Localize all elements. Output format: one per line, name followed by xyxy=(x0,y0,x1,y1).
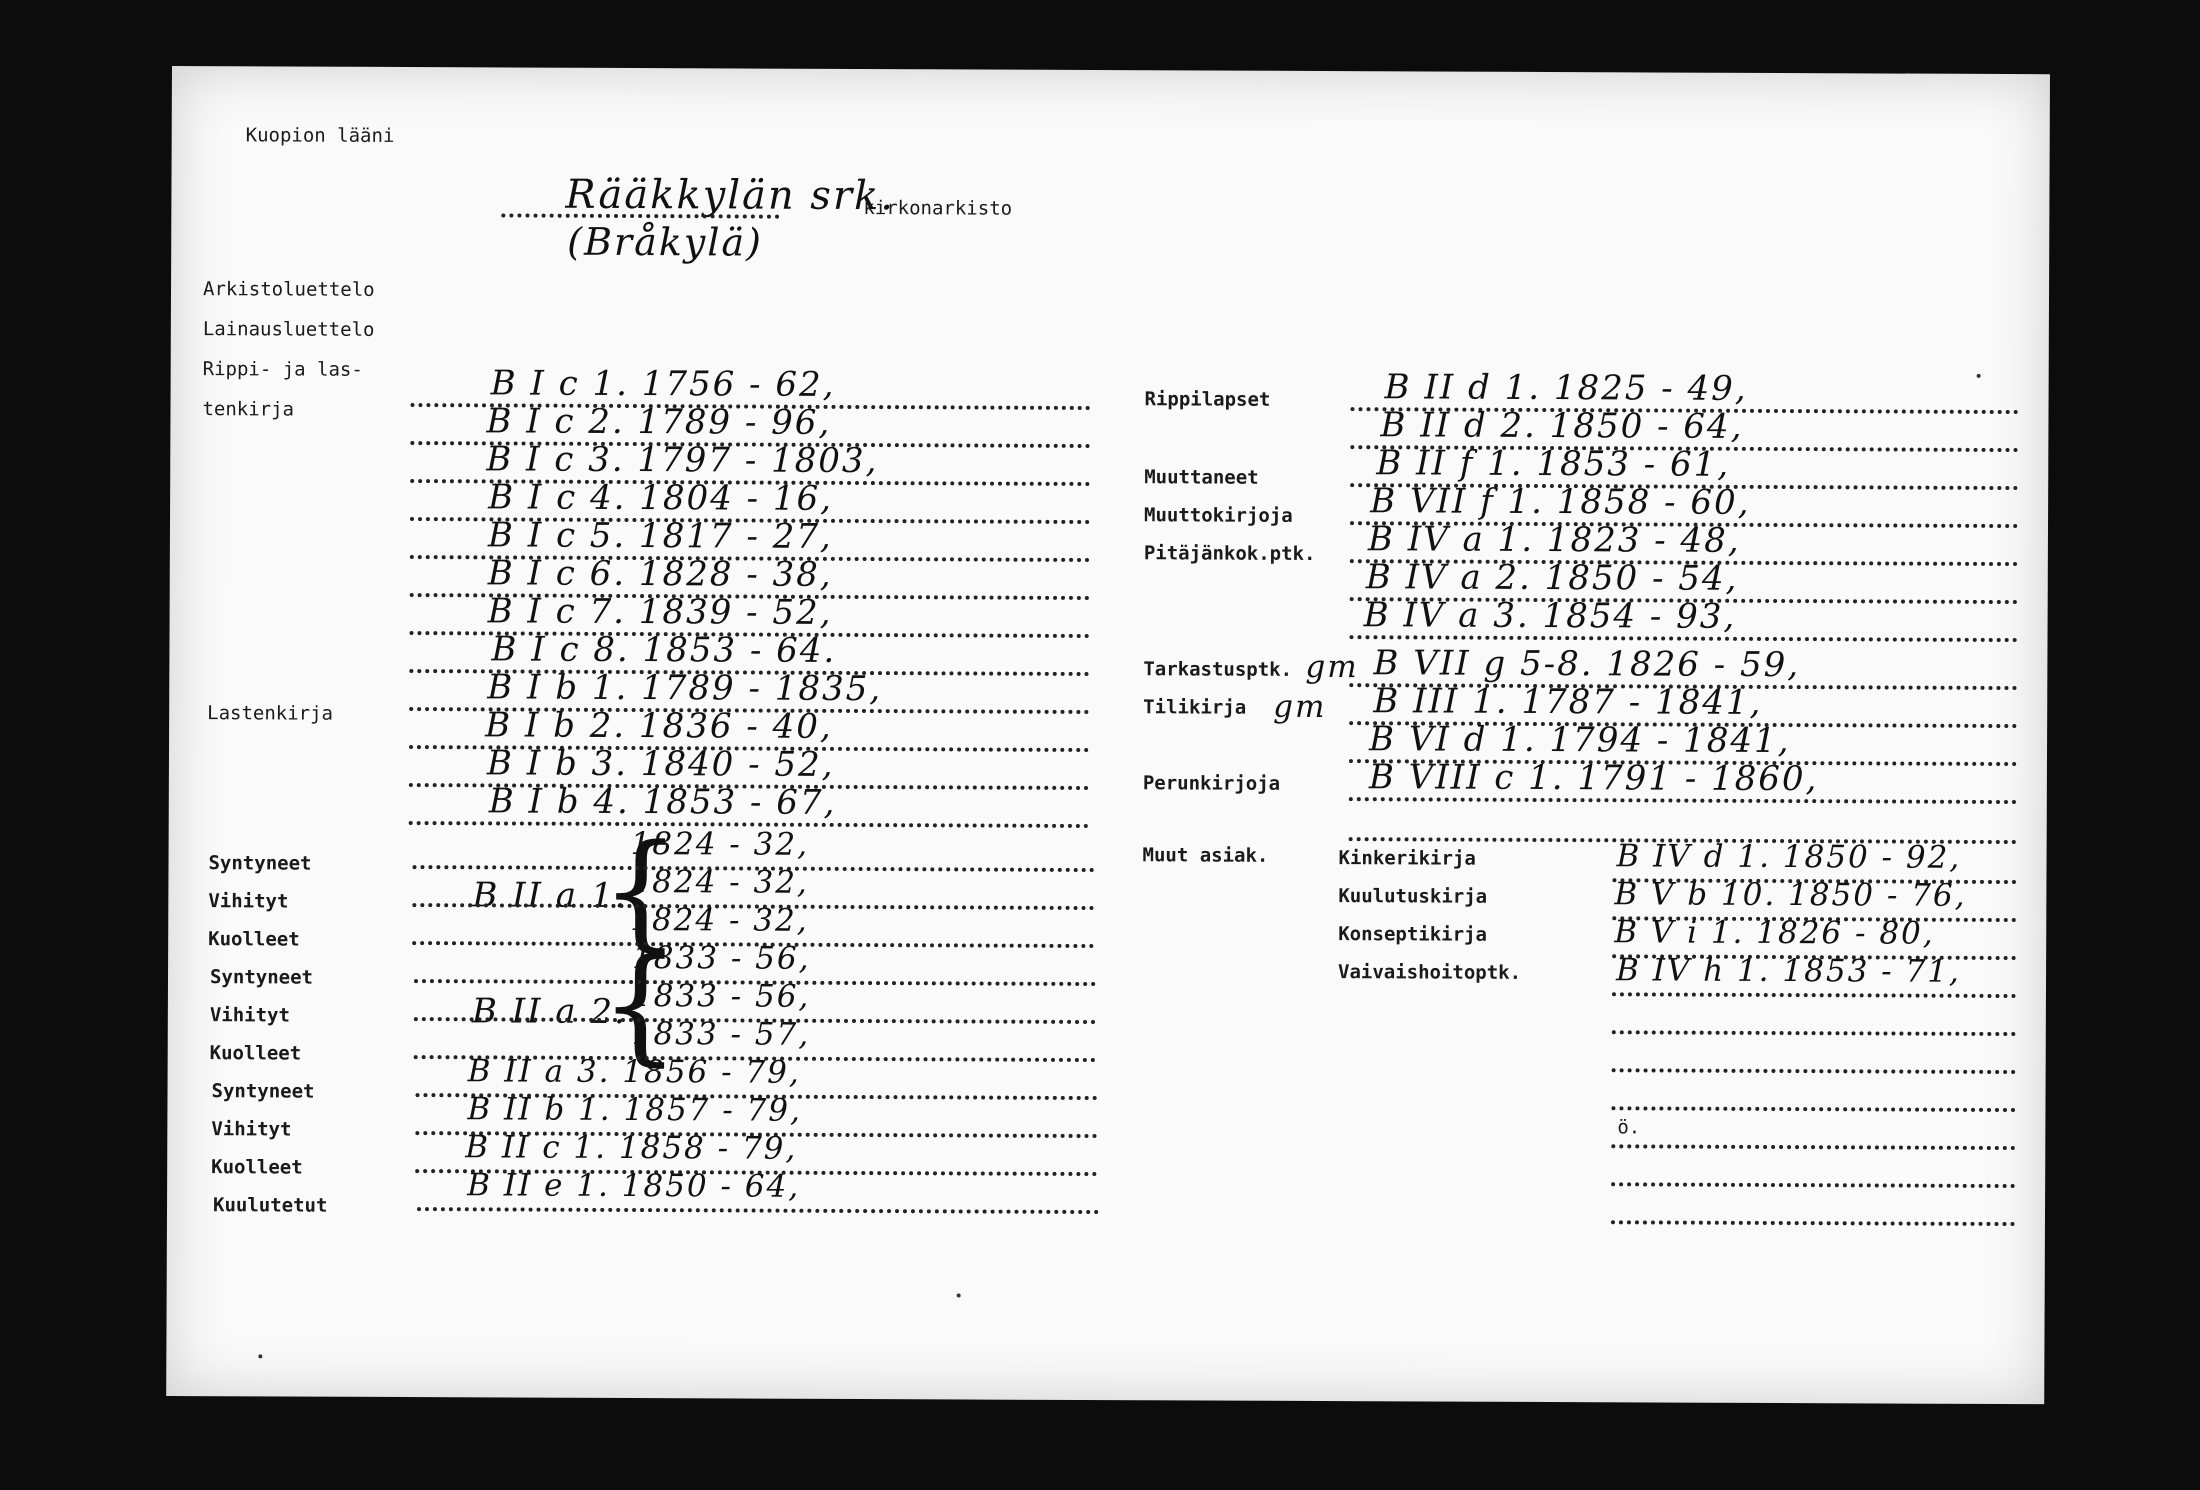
right-entry: B II d 2. 1850 - 64, xyxy=(1380,405,1744,447)
vital-group-1-year: 1824 - 32, xyxy=(630,902,809,939)
other-label: Kinkerikirja xyxy=(1338,847,1476,870)
vital-group-1-code: B II a 1. xyxy=(472,875,628,916)
vital-label: Kuulutetut xyxy=(212,1194,328,1217)
label-rippilapset: Rippilapset xyxy=(1144,388,1271,411)
entry-dotted-line xyxy=(1611,1106,2015,1112)
label-rippi-2: tenkirja xyxy=(202,398,295,421)
vital-single: B II b 1. 1857 - 79, xyxy=(467,1091,803,1129)
parish-dotted-line xyxy=(501,213,779,218)
other-entry: B V i 1. 1826 - 80, xyxy=(1614,914,1935,952)
parish-handwritten: Rääkkylän srk. xyxy=(565,171,896,220)
right-entry: B IV a 3. 1854 - 93, xyxy=(1363,595,1737,637)
label-muut-asiak: Muut asiak. xyxy=(1142,844,1269,867)
other-label: Konseptikirja xyxy=(1338,923,1487,946)
index-card xyxy=(166,66,2050,1404)
right-entry: B IV a 1. 1823 - 48, xyxy=(1367,519,1741,561)
right-entry: B IV a 2. 1850 - 54, xyxy=(1365,557,1739,599)
vital-label: Syntyneet xyxy=(209,966,314,989)
brace-icon: { xyxy=(599,930,681,1079)
right-entry: B II f 1. 1853 - 61, xyxy=(1376,443,1731,485)
right-entry: B II d 1. 1825 - 49, xyxy=(1384,367,1748,409)
label-pitajankok: Pitäjänkok.ptk. xyxy=(1143,542,1316,565)
right-entry: B III 1. 1787 - 1841, xyxy=(1373,681,1763,723)
label-lastenkirja: Lastenkirja xyxy=(207,702,334,725)
speck xyxy=(1977,374,1981,378)
vital-label: Kuolleet xyxy=(211,1156,303,1179)
left-entry: B I c 7. 1839 - 52, xyxy=(487,591,833,633)
left-entry: B I c 5. 1817 - 27, xyxy=(487,515,833,557)
vital-label: Vihityt xyxy=(208,890,289,913)
left-entry: B I c 6. 1828 - 38, xyxy=(487,553,833,595)
label-tarkastusptk: Tarkastusptk. xyxy=(1143,658,1293,681)
speck xyxy=(258,1354,262,1358)
vital-label: Vihityt xyxy=(211,1118,292,1141)
left-entry: B I b 2. 1836 - 40, xyxy=(485,705,833,747)
other-entry: B V b 10. 1850 - 76, xyxy=(1614,876,1967,914)
brace-icon: { xyxy=(600,816,681,965)
vital-single: B II c 1. 1858 - 79, xyxy=(465,1129,798,1167)
vital-label: Syntyneet xyxy=(211,1080,315,1103)
entry-dotted-line xyxy=(1350,635,2018,642)
other-label: Kuulutuskirja xyxy=(1338,885,1488,908)
speck xyxy=(957,1293,961,1297)
right-entry: B VII f 1. 1858 - 60, xyxy=(1370,481,1751,523)
left-entry: B I c 1. 1756 - 62, xyxy=(490,363,836,405)
entry-dotted-line xyxy=(1612,1030,2016,1036)
left-entry: B I c 8. 1853 - 64. xyxy=(491,629,837,671)
vital-single: B II e 1. 1850 - 64, xyxy=(467,1167,801,1205)
other-entry: B IV h 1. 1853 - 71, xyxy=(1615,952,1961,990)
other-entry: B IV d 1. 1850 - 92, xyxy=(1616,838,1962,876)
left-entry: B I c 4. 1804 - 16, xyxy=(488,477,834,519)
county-label: Kuopion lääni xyxy=(245,124,395,147)
right-entry: B VI d 1. 1794 - 1841, xyxy=(1368,719,1791,762)
left-entry: B I c 2. 1789 - 96, xyxy=(486,401,832,443)
label-lainausluettelo: Lainausluettelo xyxy=(202,318,375,341)
entry-dotted-line xyxy=(1612,1068,2016,1074)
entry-dotted-line xyxy=(1349,797,2017,804)
label-rippi-1: Rippi- ja las- xyxy=(202,358,363,381)
label-muuttokirjoja: Muuttokirjoja xyxy=(1144,504,1293,527)
vital-group-2-year: 1833 - 57, xyxy=(631,1016,811,1053)
left-entry: B I b 1. 1789 - 1835, xyxy=(487,667,883,710)
vital-label: Vihityt xyxy=(209,1004,290,1027)
other-label: Vaivaishoitoptk. xyxy=(1338,961,1522,984)
entry-dotted-line xyxy=(1611,1182,2015,1188)
gm-mark: gm xyxy=(1273,688,1327,726)
vital-group-2-year: 1833 - 56, xyxy=(632,940,811,977)
left-entry: B I b 3. 1840 - 52, xyxy=(486,743,835,785)
entry-dotted-line xyxy=(417,1207,1099,1214)
entry-dotted-line xyxy=(1611,1220,2015,1226)
parish-alt-handwritten: (Bråkylä) xyxy=(567,219,764,265)
stray-mark: ö. xyxy=(1617,1116,1641,1139)
vital-single: B II a 3. 1856 - 79, xyxy=(467,1053,801,1091)
left-entry: B I c 3. 1797 - 1803, xyxy=(486,439,879,482)
vital-group-1-year: 1824 - 32, xyxy=(630,826,810,863)
archive-suffix: kirkonarkisto xyxy=(863,197,1013,220)
entry-dotted-line xyxy=(1612,992,2016,998)
left-entry: B I b 4. 1853 - 67, xyxy=(488,781,837,823)
vital-label: Kuolleet xyxy=(209,1042,302,1065)
right-entry: B VII g 5-8. 1826 - 59, xyxy=(1373,643,1801,686)
vital-group-2-year: 1833 - 56, xyxy=(631,978,811,1015)
label-muuttaneet: Muuttaneet xyxy=(1144,466,1259,489)
right-entry: B VIII c 1. 1791 - 1860, xyxy=(1368,757,1819,800)
vital-group-2-code: B II a 2. xyxy=(471,991,627,1032)
vital-group-1-year: 1824 - 32, xyxy=(630,864,809,901)
label-arkistoluettelo: Arkistoluettelo xyxy=(202,278,375,301)
entry-dotted-line xyxy=(1611,1144,2015,1150)
label-perunkirjoja: Perunkirjoja xyxy=(1142,772,1281,795)
vital-label: Syntyneet xyxy=(208,852,312,875)
gm-mark: gm xyxy=(1305,648,1359,686)
vital-label: Kuolleet xyxy=(208,928,300,951)
label-tilikirja: Tilikirja xyxy=(1143,696,1247,719)
